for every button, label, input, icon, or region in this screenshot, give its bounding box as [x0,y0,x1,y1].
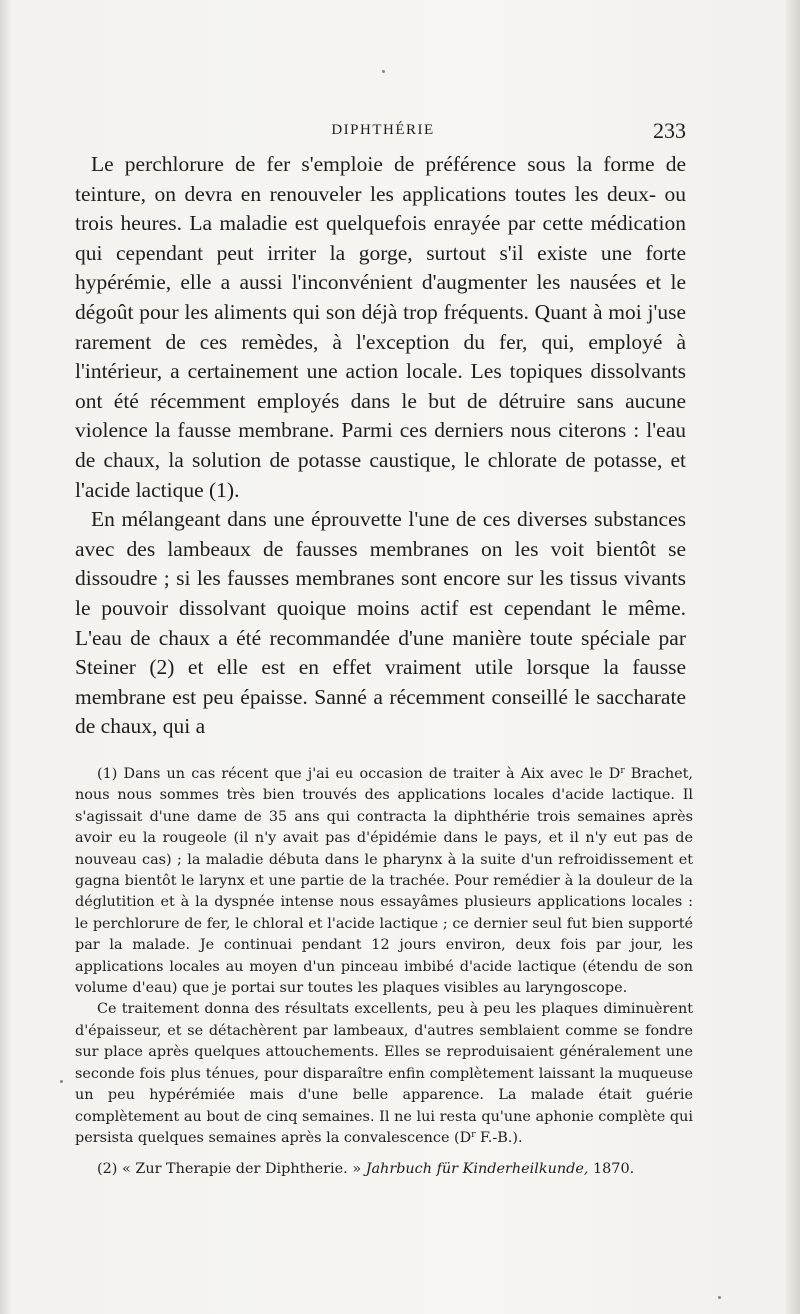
footnote-1-sup-a: r [620,766,625,777]
footnote-1-text-b: Brachet, nous nous sommes très bien trouvés des applications locales d'acide lactique. Il s'agissait d'une dame de 35 ans qui contracta la diphthérie trois semaines après avoir eu la rougeole (il n'y avait pas d'épidémie dans le pays, et il n'y eut pas de nouveau cas) ; la maladie débuta dans le pharynx à la suite d'un refroidissement et gagna bientôt le larynx et une partie de la trachée. Pour remédier à la douleur de la déglutition et à la dyspnée intense nous essayâmes plusieurs applications locales : le perchlorure de fer, le chloral et l'acide lactique ; ce dernier seul fut bien supporté par la malade. Je continuai pendant 12 jours environ, deux fois par jour, les applications locales au moyen d'un pinceau imbibé d'acide lactique (étendu de son volume d'eau) que je portai sur toutes les plaques visibles au laryngoscope. [75,766,693,997]
footnote-2 [75,1159,693,1180]
footnote-2-journal-title: Jahrbuch für Kinderheilkunde, [365,1161,589,1178]
paper-speck [60,1080,63,1083]
main-text [75,150,686,742]
running-title: DIPHTHÉRIE [331,122,435,138]
footnote-1 [75,764,693,999]
footnote-1-sup-b: r [471,1130,476,1140]
paper-speck [718,1296,721,1299]
page-number: 233 [653,118,686,143]
footnote-1-text-c: Ce traitement donna des résultats excellents, peu à peu les plaques diminuèrent d'épaisseur, et se détachèrent par lambeaux, d'autres semblaient comme se fondre sur place après quelques attouchements. Elles se reproduisaient généralement une seconde fois plus ténues, pour disparaître enfin complètement laissant la muqueuse un peu hypérémiée mais d'une belle apparence. La malade était guérie complètement au bout de cinq semaines. Il ne lui resta qu'une aphonie complète qui persista quelques semaines après la convalescence (D [75,1001,693,1146]
page-edge-shadow [786,0,800,1314]
paragraph-1: Le perchlorure de fer s'emploie de préférence sous la forme de teinture, on devra en renouveler les applications toutes les deux- ou trois heures. La maladie est quelquefois enrayée par cette médication qui cependant peut irriter la gorge, surtout s'il existe une forte hypérémie, elle a aussi l'inconvénient d'augmenter les nausées et le dégoût pour les aliments qui son déjà trop fréquents. Quant à moi j'use rarement de ces remèdes, à l'exception du fer, qui, employé à l'intérieur, a certainement une action locale. Les topiques dissolvants ont été récemment employés dans le but de détruire sans aucune violence la fausse membrane. Parmi ces derniers nous citerons : l'eau de chaux, la solution de potasse caustique, le chlorate de potasse, et l'acide lactique (1). [75,152,686,502]
footnote-1-text-a: (1) Dans un cas récent que j'ai eu occasion de traiter à Aix avec le D [97,766,621,782]
paragraph-2: En mélangeant dans une éprouvette l'une de ces diverses substances avec des lambeaux de fausses membranes on les voit bientôt se dissoudre ; si les fausses membranes sont encore sur les tissus vivants le pouvoir dissolvant quoique moins actif est cependant le même. L'eau de chaux a été recommandée d'une manière toute spéciale par Steiner (2) et elle est en effet vraiment utile lorsque la fausse membrane est peu épaisse. Sanné a récemment conseillé le saccharate de chaux, qui a [75,507,686,739]
footnotes [75,764,693,1181]
paper-speck [382,70,385,73]
footnote-2-text-a: (2) « Zur Therapie der Diphtherie. » [97,1161,366,1178]
page-header [80,118,686,148]
footnote-2-text-b: 1870. [588,1161,635,1178]
footnote-1-continued [75,999,693,1149]
footnote-1-text-d: F.-B.). [475,1129,523,1146]
